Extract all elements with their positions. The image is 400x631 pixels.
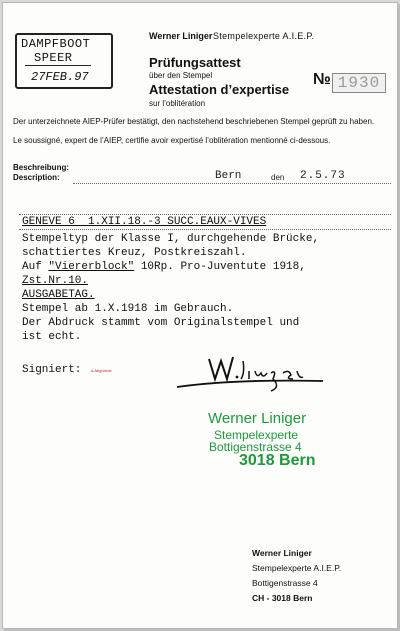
number-label: № <box>313 71 331 88</box>
postmark-box <box>15 33 113 89</box>
label-description: Description: <box>13 173 60 182</box>
label-beschreibung: Beschreibung: <box>13 163 70 172</box>
place-value: Bern <box>215 170 242 182</box>
title-de: Prüfungsattest <box>149 55 241 70</box>
address-title: Stempelexperte A.I.E.P. <box>252 563 342 573</box>
body-line-7: Stempel ab 1.X.1918 im Gebrauch. <box>22 303 234 315</box>
body-line-9: ist echt. <box>22 331 82 343</box>
subtitle-de: über den Stempel <box>149 71 213 80</box>
postmark-line1: DAMPFBOOT <box>21 37 91 51</box>
handwritten-signature <box>173 351 333 395</box>
postmark-line2: SPEER <box>34 51 73 65</box>
certificate-page <box>2 2 398 629</box>
signature-label: Signiert: <box>22 364 82 376</box>
title-fr: Attestation d’expertise <box>149 82 290 97</box>
body-line-5: Zst.Nr.10. <box>22 275 89 287</box>
declaration-fr: Le soussigné, expert de l’AIEP, certifie avoir expertisé l’oblitération mentionné ci-dessous. <box>13 136 331 145</box>
viererblock-text: "Viererblock" <box>48 261 135 273</box>
body-top-line <box>19 214 391 215</box>
body-line-4: Auf "Viererblock" 10Rp. Pro-Juventute 1918, <box>22 261 306 273</box>
address-name: Werner Liniger <box>252 548 312 558</box>
den-label: den <box>271 173 285 182</box>
header-name: Werner Liniger <box>149 31 213 41</box>
postmark-divider <box>25 65 91 66</box>
green-stamp-city: 3018 Bern <box>239 452 316 469</box>
body-line-rule <box>19 229 391 230</box>
header-title: Stempelexperte A.I.E.P. <box>213 31 315 41</box>
date-value: 2.5.73 <box>300 170 346 182</box>
body-line-3: schattiertes Kreuz, Postkreiszahl. <box>22 247 247 259</box>
address-city: CH - 3018 Bern <box>252 593 313 603</box>
body-line-8: Der Abdruck stammt vom Originalstempel und <box>22 317 300 329</box>
signature-small: a.Abgründe <box>91 368 112 373</box>
postmark-date: 27FEB.97 <box>31 70 89 84</box>
body-line-2: Stempeltyp der Klasse I, durchgehende Brücke, <box>22 233 320 245</box>
body-line-6: AUSGABETAG. <box>22 289 95 301</box>
subtitle-fr: sur l’oblitération <box>149 99 206 108</box>
green-stamp-street: Bottigenstrasse 4 <box>209 440 302 454</box>
description-dotted-line <box>73 183 391 184</box>
address-street: Bottigenstrasse 4 <box>252 578 318 588</box>
body-line-1: GENEVE 6 1.XII.18.-3 SUCC.EAUX-VIVES <box>22 216 267 228</box>
certificate-number: 1930 <box>332 73 386 93</box>
green-stamp-name: Werner Liniger <box>208 410 307 427</box>
declaration-de: Der unterzeichnete AIEP-Prüfer bestätigt, den nachstehend beschriebenen Stempel geprüft zu haben. <box>13 117 375 126</box>
green-stamp-title: Stempelexperte <box>214 428 299 442</box>
